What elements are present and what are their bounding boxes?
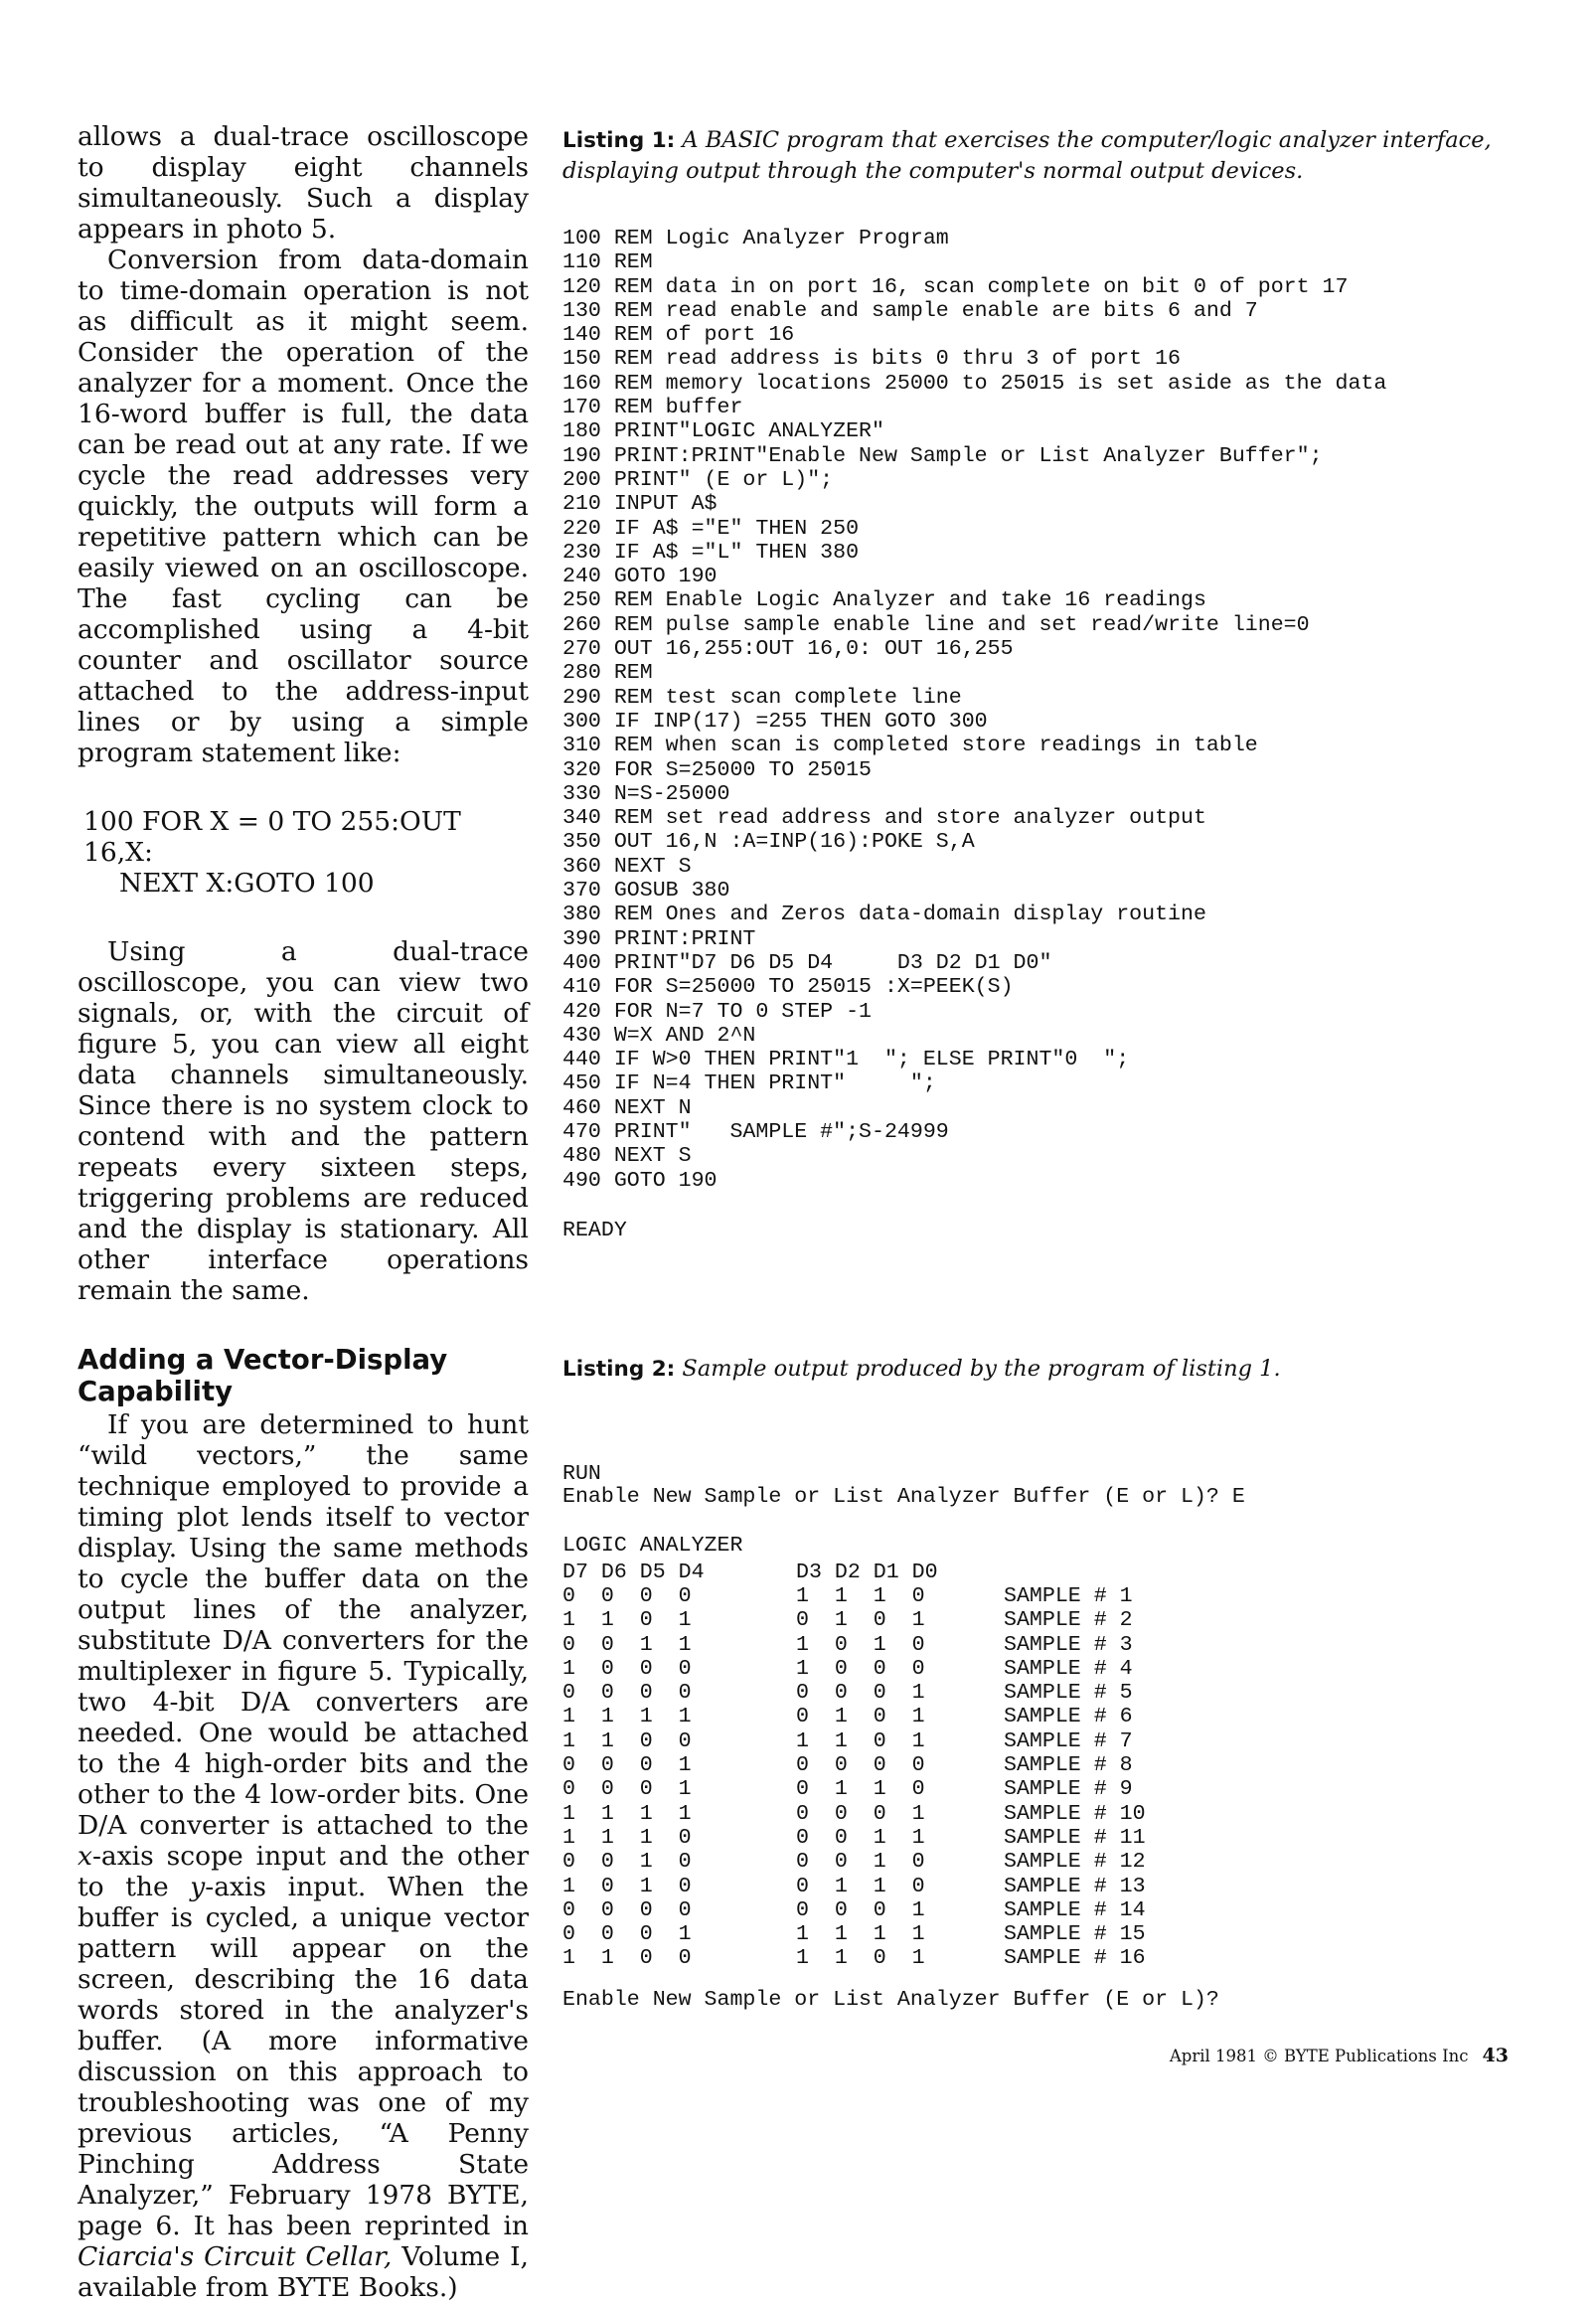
table-row	[562, 1729, 1146, 1753]
code-line: 140 REM of port 16	[562, 323, 795, 348]
code-line: 320 FOR S=25000 TO 25015	[562, 757, 873, 782]
code-line: 190 PRINT:PRINT"Enable New Sample or List Analyzer Buffer";	[562, 443, 1323, 468]
footer-credit: April 1981 © BYTE Publications Inc	[1169, 2047, 1469, 2065]
code-line: 240 GOTO 190	[562, 565, 718, 589]
cell-sample: SAMPLE # 1	[1004, 1584, 1133, 1608]
cell-sample: SAMPLE # 10	[1004, 1801, 1146, 1826]
y-axis-italic: y	[190, 1872, 206, 1902]
code-line: 250 REM Enable Logic Analyzer and take 16 readings	[562, 588, 1206, 613]
table-row	[562, 1875, 1146, 1898]
paragraph-4-part-3: -axis input. When the buffer is cycled, a unique vector pattern will appear on the screen, describing the 16 data words stored in the analyzer's buffer. (A more informative discussion on this approach to troubleshooting was one of my previous articles, “A Penny Pinching Address State Analyzer,” February 1978 BYTE, page 6. It has been reprinted in	[78, 1872, 529, 2241]
heading-line-2: Capability	[78, 1376, 234, 1407]
paragraph-2: Conversion from data-domain to time-domain operation is not as difficult as it might seem. Consider the operation of the analyzer for a moment. Once the 16-word buffer is full, the data can be read out at any rate. If we cycle the read addresses very quickly, the outputs will form a repetitive pattern which can be easily viewed on an oscilloscope. The fast cycling can be accomplished using a 4-bit counter and oscillator source attached to the address-input lines or by using a simple program statement like:	[78, 245, 529, 768]
page-number: 43	[1482, 2045, 1509, 2066]
cell-sample: SAMPLE # 9	[1004, 1777, 1133, 1802]
page-footer	[1170, 2045, 1509, 2066]
code-line: 430 W=X AND 2^N	[562, 1023, 756, 1048]
cell-high: 0 0 0 0	[562, 1681, 692, 1706]
code-line: 460 NEXT N	[562, 1095, 692, 1120]
code-line: 330 N=S-25000	[562, 781, 730, 806]
cell-low: 1 0 1 0	[796, 1632, 925, 1657]
code-line: 120 REM data in on port 16, scan complete on bit 0 of port 17	[562, 274, 1349, 299]
cell-high: 1 0 0 0	[562, 1656, 692, 1681]
table-row	[562, 1922, 1146, 1946]
code-line: 480 NEXT S	[562, 1144, 692, 1169]
code-line: 350 OUT 16,N :A=INP(16):POKE S,A	[562, 830, 975, 855]
cell-sample: SAMPLE # 12	[1004, 1850, 1146, 1875]
cell-sample: SAMPLE # 7	[1004, 1728, 1133, 1753]
code-line: 410 FOR S=25000 TO 25015 :X=PEEK(S)	[562, 975, 1014, 1000]
code-line: 220 IF A$ ="E" THEN 250	[562, 516, 860, 541]
table-row	[562, 1584, 1146, 1608]
table-row	[562, 1850, 1146, 1874]
left-column	[78, 121, 529, 2303]
listing-2-caption	[562, 1354, 1566, 1385]
code-line: 420 FOR N=7 TO 0 STEP -1	[562, 999, 873, 1024]
listing-1-caption-text: A BASIC program that exercises the computer/logic analyzer interface, displaying output through the computer's normal output devices.	[562, 127, 1492, 184]
cell-high: 1 1 1 1	[562, 1801, 692, 1826]
cell-sample: SAMPLE # 3	[1004, 1632, 1133, 1657]
cell-low: 0 0 0 1	[796, 1681, 925, 1706]
code-line: 390 PRINT:PRINT	[562, 926, 756, 951]
cell-high: 1 1 1 1	[562, 1705, 692, 1729]
cell-low: 0 1 0 1	[796, 1608, 925, 1633]
cell-high: 0 0 1 0	[562, 1850, 692, 1875]
listing-2-caption-text: Sample output produced by the program of listing 1.	[682, 1356, 1281, 1382]
header-low-bits: D3 D2 D1 D0	[796, 1561, 938, 1584]
paragraph-3: Using a dual-trace oscilloscope, you can view two signals, or, with the circuit of figure 5, you can view all eight data channels simultaneously. Since there is no system clock to contend with and the pattern repeats every sixteen steps, triggering problems are reduced and the display is stationary. All other interface operations remain the same.	[78, 936, 529, 1306]
paragraph-4-part-1: If you are determined to hunt “wild vectors,” the same technique employed to provide a timing plot lends itself to vector display. Using the same methods to cycle the buffer data on the output lines of the analyzer, substitute D/A converters for the multiplexer in figure 5. Typically, two 4-bit D/A converters are needed. One would be attached to the 4 high-order bits and the other to the 4 low-order bits. One D/A converter is attached to the	[78, 1409, 529, 1841]
cell-sample: SAMPLE # 11	[1004, 1825, 1146, 1850]
code-line: 440 IF W>0 THEN PRINT"1 "; ELSE PRINT"0 ";	[562, 1048, 1130, 1072]
inline-program-statement	[83, 806, 529, 899]
code-line: 180 PRINT"LOGIC ANALYZER"	[562, 419, 884, 444]
run-line: RUN	[562, 1461, 601, 1486]
code-line: 380 REM Ones and Zeros data-domain display routine	[562, 903, 1206, 927]
section-heading	[78, 1344, 529, 1407]
code-line: 280 REM	[562, 661, 653, 686]
code-line: 260 REM pulse sample enable line and set read/write line=0	[562, 612, 1310, 637]
cell-low: 1 0 0 0	[796, 1656, 925, 1681]
statement-line-2: NEXT X:GOTO 100	[119, 868, 375, 899]
code-line: 370 GOSUB 380	[562, 879, 730, 904]
cell-high: 0 0 0 0	[562, 1897, 692, 1922]
cell-low: 1 1 0 1	[796, 1946, 925, 1971]
cell-high: 1 0 1 0	[562, 1874, 692, 1898]
book-title: Ciarcia's Circuit Cellar,	[78, 2241, 393, 2272]
code-line: 310 REM when scan is completed store readings in table	[562, 734, 1258, 758]
cell-high: 1 1 0 0	[562, 1946, 692, 1971]
cell-high: 1 1 0 1	[562, 1608, 692, 1633]
enable-prompt: Enable New Sample or List Analyzer Buffer (E or L)? E	[562, 1485, 1245, 1509]
code-line: 100 REM Logic Analyzer Program	[562, 227, 949, 250]
listing-1-code	[562, 227, 1386, 1193]
cell-sample: SAMPLE # 6	[1004, 1705, 1133, 1729]
listing-1-label: Listing 1:	[562, 128, 676, 153]
code-line: 360 NEXT S	[562, 854, 692, 879]
cell-high: 0 0 0 1	[562, 1753, 692, 1778]
run-line: LOGIC ANALYZER	[562, 1534, 743, 1559]
table-row	[562, 1681, 1146, 1705]
code-line: 270 OUT 16,255:OUT 16,0: OUT 16,255	[562, 637, 1014, 662]
final-prompt: Enable New Sample or List Analyzer Buffer (E or L)?	[562, 1988, 1219, 2012]
cell-low: 0 1 1 0	[796, 1777, 925, 1802]
cell-low: 1 1 1 0	[796, 1584, 925, 1608]
code-line: 160 REM memory locations 25000 to 25015 is set aside as the data	[562, 371, 1387, 396]
table-row	[562, 1777, 1146, 1801]
code-line: 200 PRINT" (E or L)";	[562, 467, 834, 492]
table-row	[562, 1657, 1146, 1681]
cell-low: 1 1 1 1	[796, 1922, 925, 1947]
code-line: 150 REM read address is bits 0 thru 3 of port 16	[562, 347, 1182, 372]
code-line: 470 PRINT" SAMPLE #";S-24999	[562, 1119, 949, 1144]
x-axis-italic: x	[78, 1841, 92, 1872]
table-row	[562, 1802, 1146, 1826]
table-row	[562, 1633, 1146, 1657]
cell-high: 0 0 0 1	[562, 1777, 692, 1802]
code-line: 170 REM buffer	[562, 396, 743, 420]
cell-low: 0 1 0 1	[796, 1705, 925, 1729]
code-line: 230 IF A$ ="L" THEN 380	[562, 540, 860, 565]
cell-sample: SAMPLE # 8	[1004, 1753, 1133, 1778]
code-line: 290 REM test scan complete line	[562, 685, 962, 710]
cell-sample: SAMPLE # 16	[1004, 1946, 1146, 1971]
code-line: 210 INPUT A$	[562, 492, 718, 517]
paragraph-1: allows a dual-trace oscilloscope to display eight channels simultaneously. Such a display appears in photo 5.	[78, 121, 529, 245]
table-row	[562, 1705, 1146, 1728]
heading-line-1: Adding a Vector-Display	[78, 1344, 448, 1376]
listing-1-caption	[562, 125, 1566, 187]
code-line: 400 PRINT"D7 D6 D5 D4 D3 D2 D1 D0"	[562, 950, 1052, 975]
table-row	[562, 1608, 1146, 1632]
cell-sample: SAMPLE # 5	[1004, 1681, 1133, 1706]
cell-high: 0 0 0 1	[562, 1922, 692, 1947]
cell-high: 1 1 1 0	[562, 1825, 692, 1850]
cell-low: 0 0 1 1	[796, 1825, 925, 1850]
cell-sample: SAMPLE # 15	[1004, 1922, 1146, 1947]
header-high-bits: D7 D6 D5 D4	[562, 1561, 705, 1584]
table-row	[562, 1946, 1146, 1970]
cell-high: 0 0 1 1	[562, 1632, 692, 1657]
code-line: 300 IF INP(17) =255 THEN GOTO 300	[562, 709, 988, 734]
cell-low: 0 0 1 0	[796, 1850, 925, 1875]
table-row	[562, 1826, 1146, 1850]
code-line: 110 REM	[562, 250, 653, 275]
cell-sample: SAMPLE # 4	[1004, 1656, 1133, 1681]
bit-table-rows	[562, 1584, 1146, 1971]
cell-low: 0 0 0 0	[796, 1753, 925, 1778]
cell-sample: SAMPLE # 2	[1004, 1608, 1133, 1633]
statement-line-1: 100 FOR X = 0 TO 255:OUT 16,X:	[83, 806, 461, 868]
bit-table-header	[562, 1561, 938, 1584]
paragraph-4	[78, 1409, 529, 2303]
cell-low: 1 1 0 1	[796, 1728, 925, 1753]
cell-low: 0 0 0 1	[796, 1801, 925, 1826]
code-line: 340 REM set read address and store analyzer output	[562, 806, 1206, 831]
ready-prompt: READY	[562, 1219, 627, 1242]
cell-high: 0 0 0 0	[562, 1584, 692, 1608]
paragraph-4-part-4: Volume I, available from BYTE Books.)	[78, 2241, 529, 2303]
cell-high: 1 1 0 0	[562, 1728, 692, 1753]
code-line: 130 REM read enable and sample enable are bits 6 and 7	[562, 298, 1258, 323]
cell-low: 0 0 0 1	[796, 1897, 925, 1922]
code-line: 490 GOTO 190	[562, 1168, 718, 1193]
paragraph-4-part-2: -axis scope input and the other to the	[78, 1841, 529, 1902]
table-row	[562, 1753, 1146, 1777]
cell-low: 0 1 1 0	[796, 1874, 925, 1898]
code-line: 450 IF N=4 THEN PRINT" ";	[562, 1071, 936, 1096]
listing-2-label: Listing 2:	[562, 1357, 676, 1382]
table-row	[562, 1898, 1146, 1922]
cell-sample: SAMPLE # 13	[1004, 1874, 1146, 1898]
cell-sample: SAMPLE # 14	[1004, 1897, 1146, 1922]
